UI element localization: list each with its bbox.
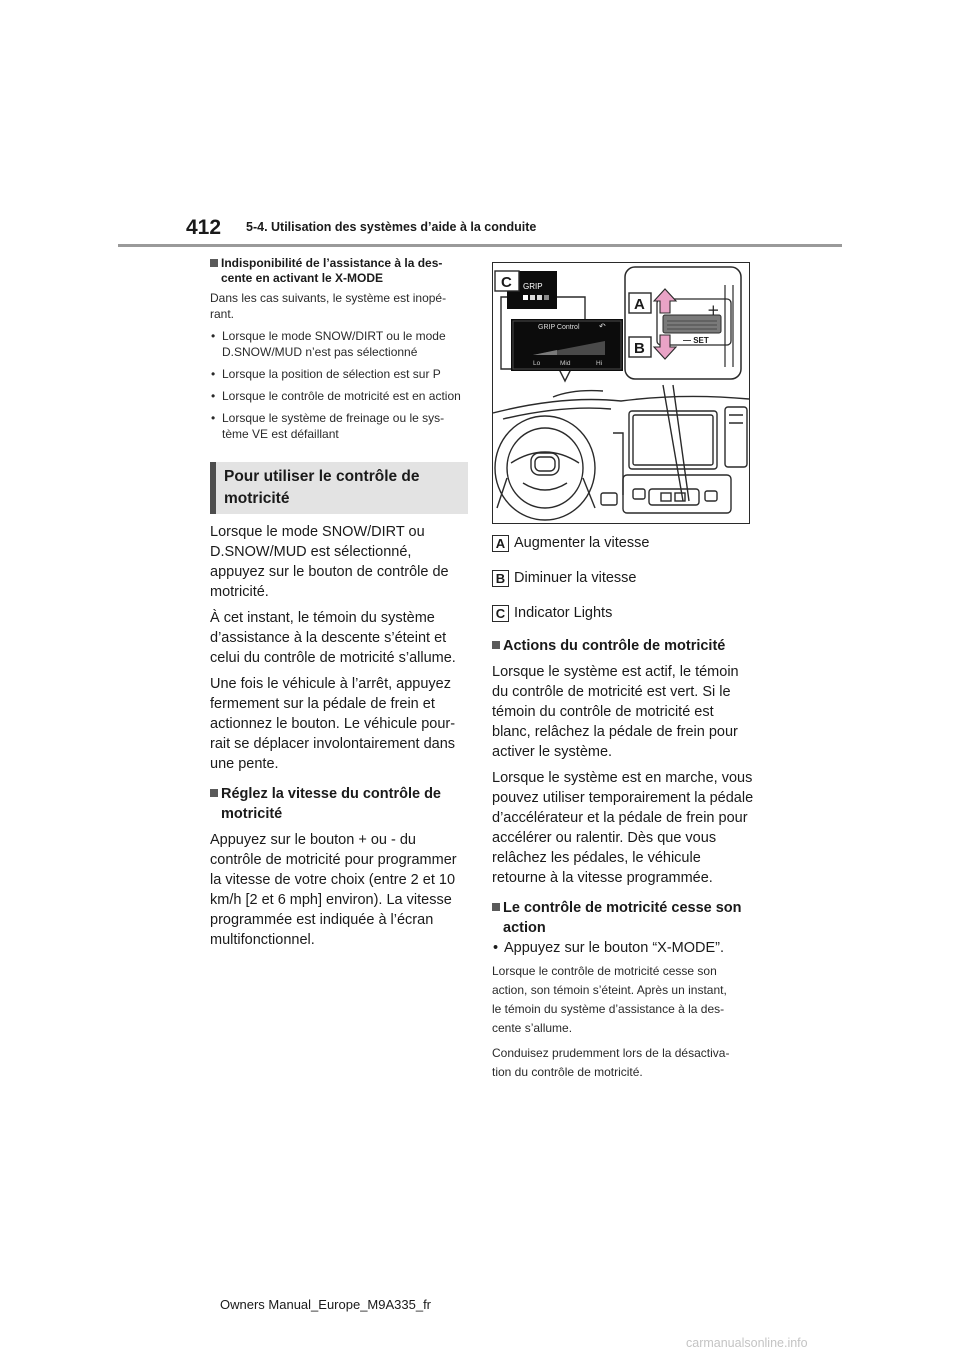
figure-label-a: A <box>634 296 645 313</box>
box-heading: Pour utiliser le contrôle de motricité <box>210 462 468 514</box>
dashboard-illustration <box>493 263 749 523</box>
heading-set-speed: Réglez la vitesse du contrôle de motricité <box>210 784 470 824</box>
bullet-list <box>210 328 470 442</box>
legend-text: Augmenter la vitesse <box>514 535 650 551</box>
svg-text:↶: ↶ <box>599 322 606 331</box>
right-column <box>492 262 754 1082</box>
note-line: tion du contrôle de motricité. <box>492 1065 643 1079</box>
legend-item-c <box>492 602 754 624</box>
legend-item-b <box>492 567 754 589</box>
para-stop: Une fois le véhicule à l’arrêt, appuyez fermement sur la pédale de frein et actionnez le bouton. Le véhicule pour-rait se déplacer involontairement dans une pente. <box>210 676 456 772</box>
para-set-speed: Appuyez sur le bouton + ou - du contrôle de motricité pour programmer la vitesse de votre choix (entre 2 et 10 km/h [2 et 6 mph] environ). La vitesse programmée est indiquée à l’écran multifonctionnel. <box>210 832 457 948</box>
footer-text: Owners Manual_Europe_M9A335_fr <box>220 1297 432 1312</box>
note-line: Conduisez prudemment lors de la désactiva- <box>492 1046 730 1060</box>
list-item: • Lorsque le contrôle de motricité est en action <box>210 388 470 404</box>
list-item: • Lorsque le système de freinage ou le sys-tème VE est défaillant <box>210 410 470 442</box>
heading-stop: Le contrôle de motricité cesse son action <box>492 898 754 938</box>
intro-text: Dans les cas suivants, le système est inopé-rant. <box>210 291 447 321</box>
note-line: le témoin du système d’assistance à la des- <box>492 1002 725 1016</box>
note-line: action, son témoin s’éteint. Après un instant, <box>492 983 727 997</box>
legend-text: Diminuer la vitesse <box>514 570 637 586</box>
para-active: Lorsque le système est actif, le témoin du contrôle de motricité est vert. Si le témoin du contrôle de motricité est blanc, relâchez la pédale de frein pour activer le système. <box>492 664 739 760</box>
legend-letter: B <box>492 570 509 587</box>
switch-set: — SET <box>683 336 709 345</box>
watermark: carmanualsonline.info <box>686 1336 808 1350</box>
dashboard-figure <box>492 262 750 524</box>
page-number: 412 <box>186 216 222 239</box>
scale-hi: Hi <box>596 360 603 367</box>
legend-text: Indicator Lights <box>514 605 613 621</box>
header-rule <box>118 244 842 247</box>
section-header: 5-4. Utilisation des systèmes d’aide à la conduite <box>246 220 537 234</box>
heading-unavailability: Indisponibilité de l’assistance à la des-cente en activant le X-MODE <box>210 256 470 286</box>
figure-label-c: C <box>501 274 512 291</box>
heading-actions: Actions du contrôle de motricité <box>492 636 754 656</box>
list-item: • Lorsque le mode SNOW/DIRT ou le mode D.SNOW/MUD n’est pas sélectionné <box>210 328 470 360</box>
para-running: Lorsque le système est en marche, vous pouvez utiliser temporairement la pédale d’accélérateur et la pédale de frein pour accélérer ou ralentir. Dès que vous relâchez les pédales, le véhicule retourne à la vitesse programmée. <box>492 770 754 886</box>
legend-item-a <box>492 532 754 554</box>
scale-lo: Lo <box>533 360 541 367</box>
legend-letter: A <box>492 535 509 552</box>
scale-mid: Mid <box>560 360 571 367</box>
list-item: • Lorsque la position de sélection est sur P <box>210 366 470 382</box>
bullet-xmode: • Appuyez sur le bouton “X-MODE”. <box>492 938 754 958</box>
screen-subtitle: GRIP Control <box>538 324 580 331</box>
left-column <box>210 256 470 950</box>
note-line: Lorsque le contrôle de motricité cesse son <box>492 964 717 978</box>
para-indicator: À cet instant, le témoin du système d’assistance à la descente s’éteint et celui du contrôle de motricité s’allume. <box>210 610 456 666</box>
legend-letter: C <box>492 605 509 622</box>
figure-label-b: B <box>634 340 645 357</box>
screen-title: GRIP <box>523 282 543 291</box>
note-caution <box>492 1044 754 1082</box>
legend <box>492 532 754 624</box>
note-stop <box>492 962 754 1038</box>
para-select-mode: Lorsque le mode SNOW/DIRT ou D.SNOW/MUD est sélectionné, appuyez sur le bouton de contrôle de motricité. <box>210 524 449 600</box>
switch-plus: + <box>707 301 720 319</box>
note-line: cente s’allume. <box>492 1021 573 1035</box>
